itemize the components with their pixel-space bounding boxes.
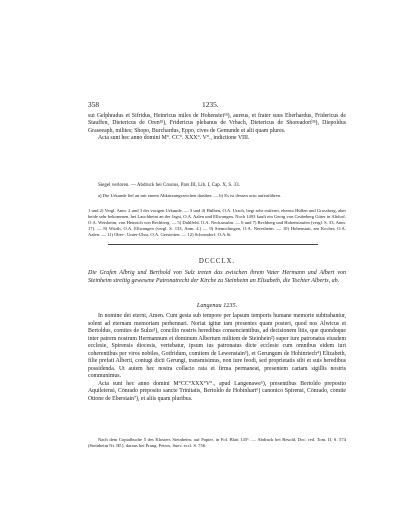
- source-note: Nach dem Copialbuche 5 des Klosters Steinheim, auf Papier, in Fol. Blatt 145ᵇ. — Abdruck bei Besold, Doc. red. Tom. II, S. 574 (Steinheim Nr. III.), daraus bei Prang. Petros, Suev. eccl. S. 756.: [88, 437, 346, 449]
- place-date: Langenau 1235.: [196, 302, 238, 309]
- charter-text: [88, 313, 346, 403]
- section-divider: [108, 244, 318, 245]
- page-header: [88, 100, 344, 110]
- page-number: 358: [88, 100, 100, 109]
- witness-list: sui Gelphradus et Sifridus, Heinricus miles de Hohenstei¹ⁿ), aureus, et frater suus Eberhardus, Fridericus de Stauffen, Dietericus de Oren²ⁿ), Fridericus plebanus de Vrbach, Dietericus de Shoreadorf³ⁿ), Diepoldus Graseeaph, milites; Shopo, Burchardus, Eppo, cives de Gemunde et alii quam plures.: [88, 113, 346, 134]
- footnotes-numbered: 1 und 2) Vergl. Anm. 2 und 3 der vorigen Urkunde. — 3 und 4) Hülben, O.A. Urach, liegt sehr entfernt, ebenso Hüllen und Grossberg, aber beide sehr bekommen, bei Lauchheim an der Jagst, O.A. Aalen und Ellwangen. Noch 1493 kauft ein Georg von Grubeberg Güter in Altdorf, O.A. Weisheim, von Heinrich von Rechberg. — 5) Dahlfeld, O.A. Neckarsulm. — 6 und 7) Rechberg und Hohenstaufen (vergl. S. 33, Anm. 17). — 8) Würth, O.A. Ellwangen (vergl. S. 133, Anm. 4.) — 9) Stemichingen, O.A. Neresheim. — 10) Hohenstatt, am Kocher, O.A. Aalen. — 11) Ober-, Unter-Uhra, O.A. Gerstetten. — 12) Schorndorf, O.A.St.: [88, 208, 346, 237]
- footnote-a: a) Die Urkunde lief an mit einem Abkürzungszeichen darüber. — b) Es ist dessen actu aufzuführen.: [98, 193, 282, 198]
- charter-paragraph: In nomine dei eterni, Amen. Cum gesta sub tempore per lapsum temporis humane memorie subtrahantur, solent ad eternam memoriam perhennari. Noriat igitur tam presentes quam posteri, quod nos Alwicus et Bertoldus, comites de Sulze¹), concilio nostris heredibus consencientibus, ad decisionem litis, que quondoque inter patrem nostrum Hermannum et dominum Albertum militem de Steinhein²) super iure patronatus eiusdem ecclesie, Spirensis diocesis, vertebatur, ipsum ius patronatus dicte ecclesie cum omnibus eidem iuri coherentibus per viros nobiles, Gotfridum, comitem de Lewenstain³), et Gerungum de Hohinriech⁴) Elizabeth, filie prefati Alberti, coniugi dicti Gerungi, transmisimus, non iure feodi, sed proprietatis sibi et suis heredibus possidenda. Ut autem hec nostra collacio rata et firma permaneat, presentem cartam sigillis nostris communimus.: [88, 313, 346, 379]
- document-summary: Die Grafen Albrig und Berthold von Sulz treten das zwischen ihrem Vater Hermann und Albert von Steinheim streitig gewesene Patronatrecht der Kirche zu Steinheim an Elisabeth, die Tochter Alberts, ab.: [88, 270, 346, 284]
- document-number: DCCCLX.: [198, 258, 236, 265]
- running-year: 1235.: [202, 100, 219, 109]
- charter-dating: Acta sunt hec anno domini M°CC°XXX°V°., apud Langenawe⁵), presentibus Bertoldo preposito Aquileiensi, Cōnrado preposito sancte Trinitatis, Bertoldo de Hobinhart⁶) canonico Spirensi, Cōnrado, comite Ottone de Eberstain⁷), et aliis quam pluribus.: [88, 380, 346, 402]
- dating-clause: Acta sunt hec anno domini M°. CC°. XXX°. V°., indictione VIII.: [98, 135, 250, 142]
- seal-note: Siegel verloren. — Abdruck bei Crusius, Pars III, Lib. I, Cap. X, S. 33.: [98, 183, 240, 188]
- preceding-charter-ending: [88, 113, 346, 143]
